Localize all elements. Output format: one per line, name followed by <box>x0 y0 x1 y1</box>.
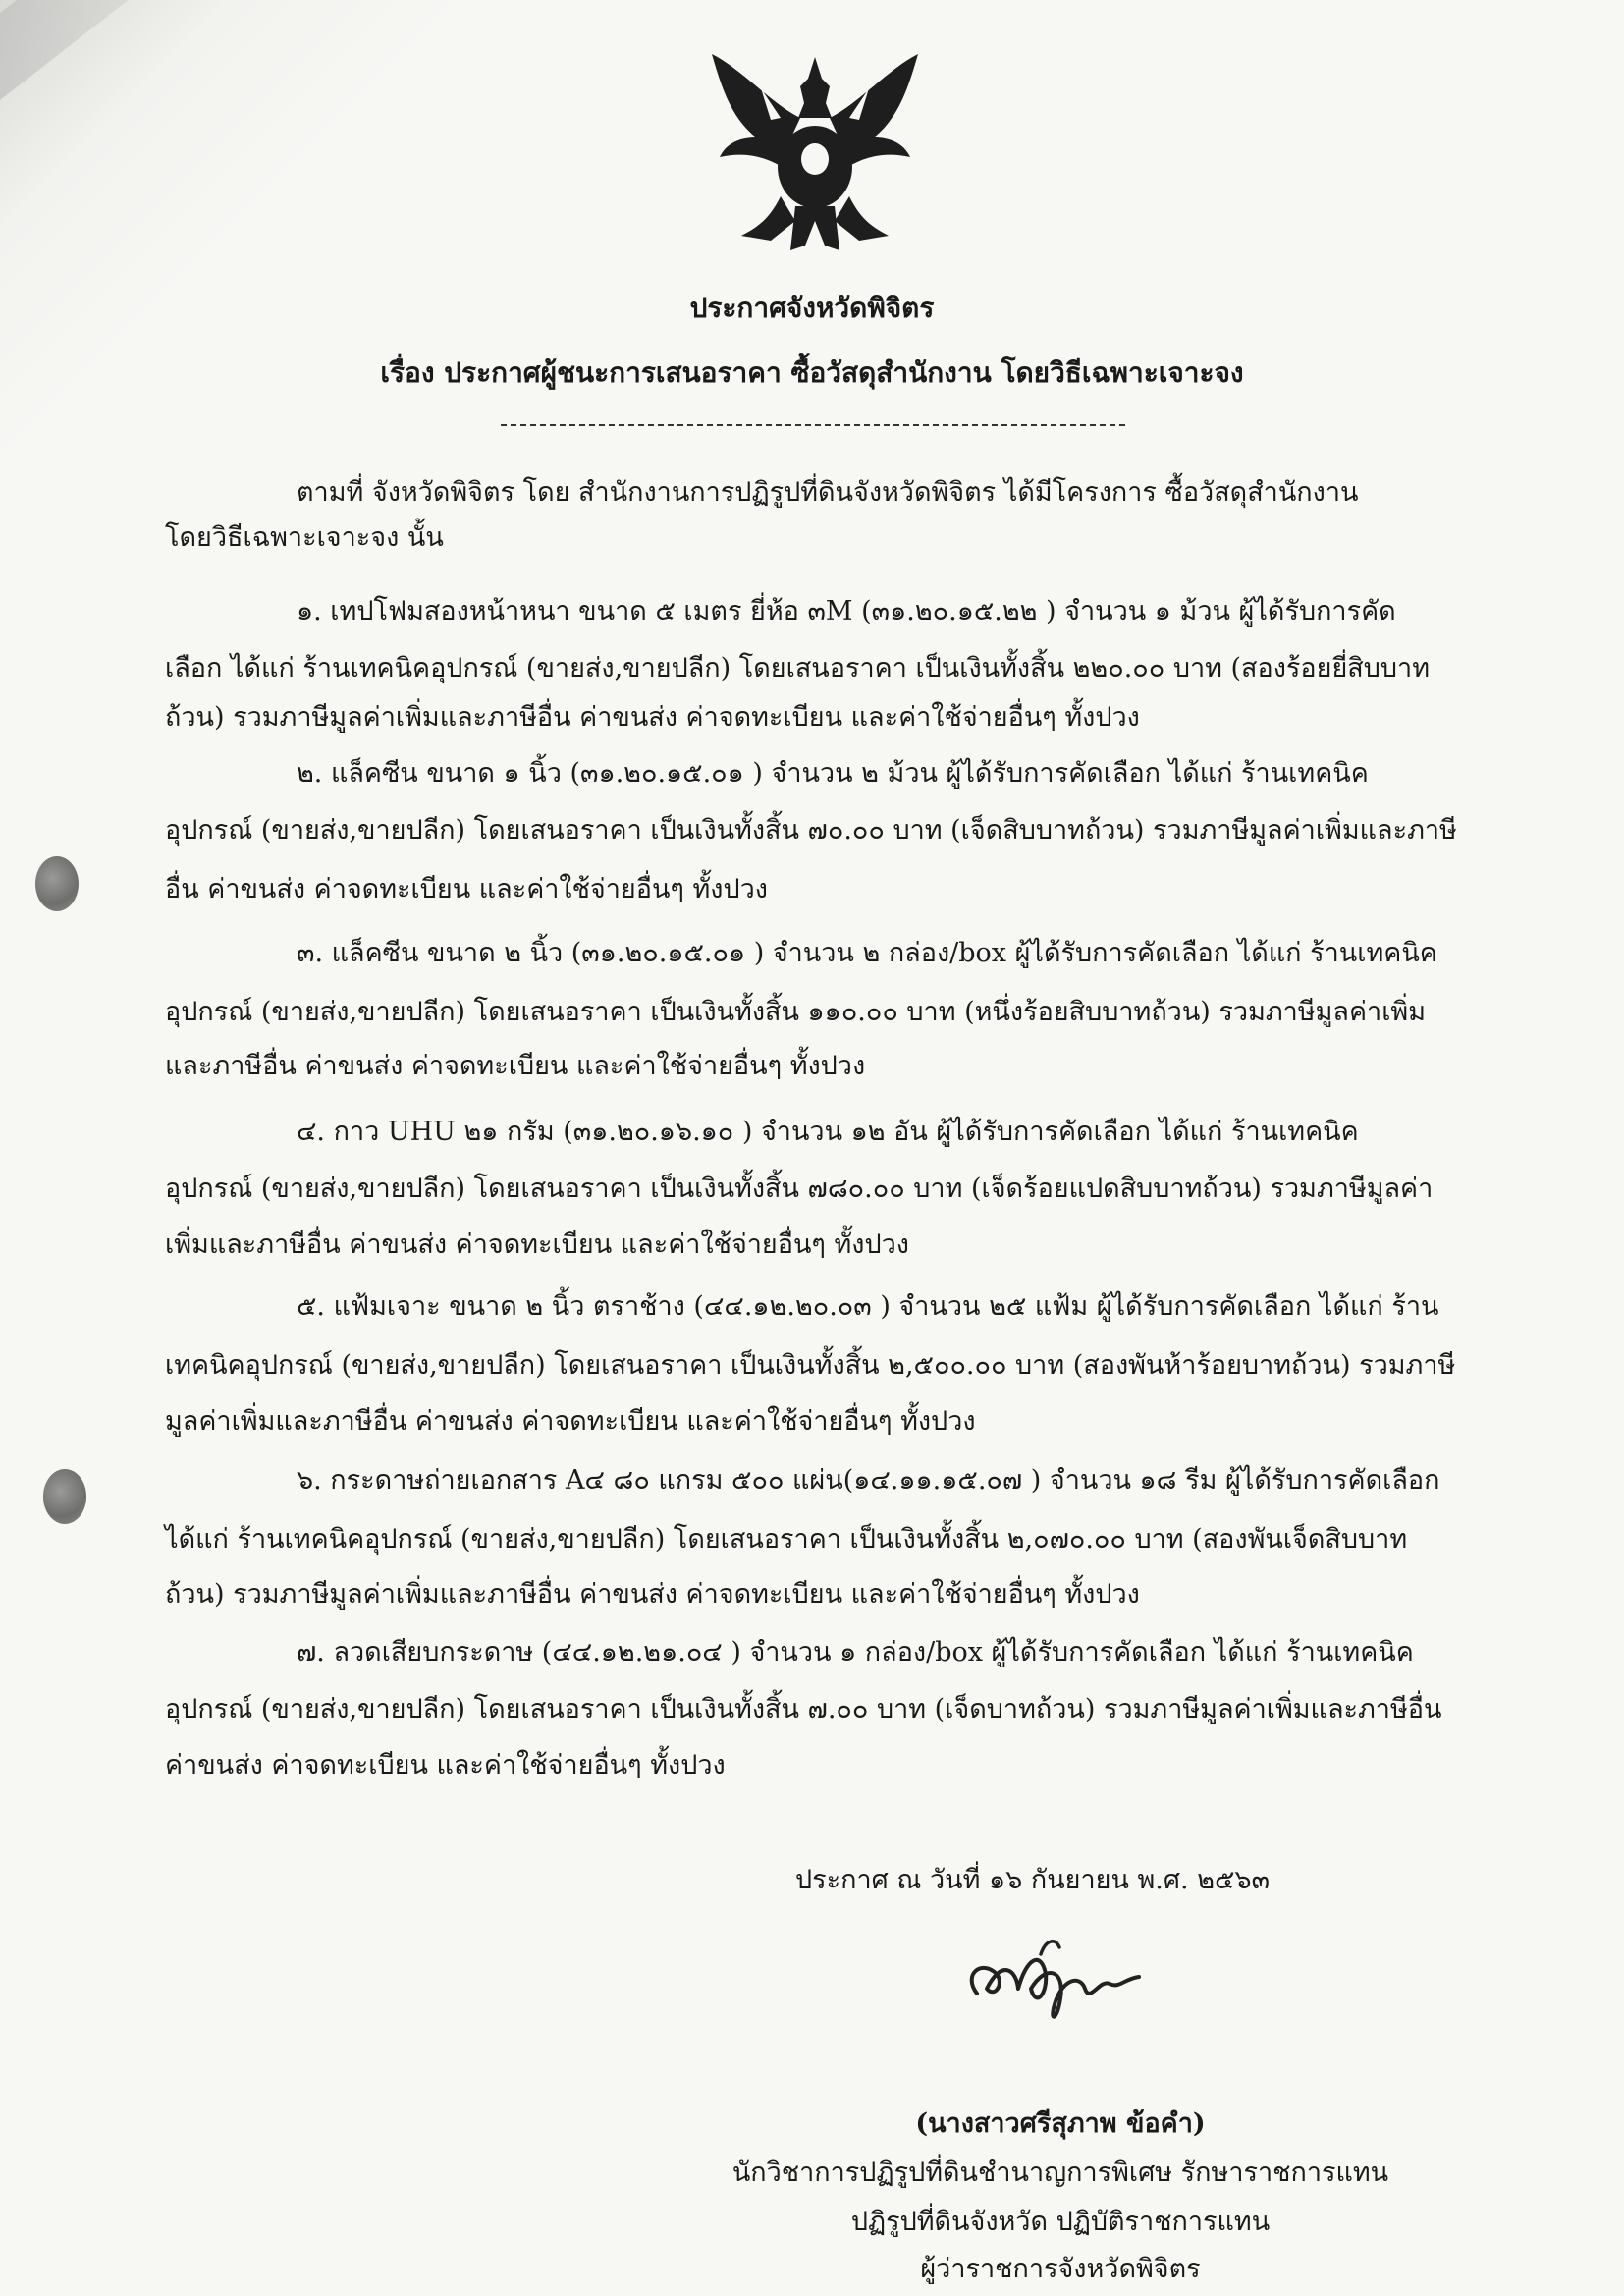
item-2-line: ๒. แล็คซีน ขนาด ๑ นิ้ว (๓๑.๒๐.๑๕.๐๑ ) จำนวน ๒ ม้วน ผู้ได้รับการคัดเลือก ได้แก่ ร้านเทคนิค <box>297 758 1369 789</box>
signer-name: (นางสาวศรีสุภาพ ข้อคำ) <box>915 2108 1206 2139</box>
item-4-line: เพิ่มและภาษีอื่น ค่าขนส่ง ค่าจดทะเบียน และค่าใช้จ่ายอื่นๆ ทั้งปวง <box>165 1230 909 1260</box>
item-6-line: ๖. กระดาษถ่ายเอกสาร A๔ ๘๐ แกรม ๕๐๐ แผ่น(๑๔.๑๑.๑๕.๐๗ ) จำนวน ๑๘ รีม ผู้ได้รับการคัดเลือก <box>297 1465 1440 1496</box>
item-6-line: ถ้วน) รวมภาษีมูลค่าเพิ่มและภาษีอื่น ค่าขนส่ง ค่าจดทะเบียน และค่าใช้จ่ายอื่นๆ ทั้งปวง <box>165 1579 1140 1610</box>
item-1-line: เลือก ได้แก่ ร้านเทคนิคอุปกรณ์ (ขายส่ง,ขายปลีก) โดยเสนอราคา เป็นเงินทั้งสิ้น ๒๒๐.๐๐ บาท (สองร้อยยี่สิบบาท <box>165 653 1430 683</box>
item-5-line: เทคนิคอุปกรณ์ (ขายส่ง,ขายปลีก) โดยเสนอราคา เป็นเงินทั้งสิ้น ๒,๕๐๐.๐๐ บาท (สองพันห้าร้อยบาทถ้วน) รวมภาษี <box>165 1350 1456 1381</box>
page-fold-shadow <box>0 0 262 113</box>
signer-title: ปฏิรูปที่ดินจังหวัด ปฏิบัติราชการแทน <box>850 2207 1271 2237</box>
item-3-line: ๓. แล็คซีน ขนาด ๒ นิ้ว (๓๑.๒๐.๑๕.๐๑ ) จำนวน ๒ กล่อง/box ผู้ได้รับการคัดเลือก ได้แก่ ร้านเทคนิค <box>297 938 1437 968</box>
announcement-date: ประกาศ ณ วันที่ ๑๖ กันยายน พ.ศ. ๒๕๖๓ <box>795 1865 1271 1895</box>
item-1-line: ๑. เทปโฟมสองหน้าหนา ขนาด ๕ เมตร ยี่ห้อ ๓M (๓๑.๒๐.๑๕.๒๒ ) จำนวน ๑ ม้วน ผู้ได้รับการคัด <box>297 596 1396 627</box>
item-2-line: อื่น ค่าขนส่ง ค่าจดทะเบียน และค่าใช้จ่ายอื่นๆ ทั้งปวง <box>165 874 768 904</box>
divider-line <box>501 424 1125 426</box>
handwritten-signature <box>957 1920 1154 2028</box>
item-2-line: อุปกรณ์ (ขายส่ง,ขายปลีก) โดยเสนอราคา เป็นเงินทั้งสิ้น ๗๐.๐๐ บาท (เจ็ดสิบบาทถ้วน) รวมภาษีมูลค่าเพิ่มและภาษี <box>165 815 1457 846</box>
document-subject: เรื่อง ประกาศผู้ชนะการเสนอราคา ซื้อวัสดุสำนักงาน โดยวิธีเฉพาะเจาะจง <box>380 356 1244 389</box>
item-4-line: อุปกรณ์ (ขายส่ง,ขายปลีก) โดยเสนอราคา เป็นเงินทั้งสิ้น ๗๘๐.๐๐ บาท (เจ็ดร้อยแปดสิบบาทถ้วน) รวมภาษีมูลค่า <box>165 1174 1434 1204</box>
signer-title: นักวิชาการปฏิรูปที่ดินชำนาญการพิเศษ รักษาราชการแทน <box>731 2158 1389 2188</box>
item-3-line: และภาษีอื่น ค่าขนส่ง ค่าจดทะเบียน และค่าใช้จ่ายอื่นๆ ทั้งปวง <box>165 1051 866 1081</box>
item-5-line: มูลค่าเพิ่มและภาษีอื่น ค่าขนส่ง ค่าจดทะเบียน และค่าใช้จ่ายอื่นๆ ทั้งปวง <box>165 1406 976 1437</box>
garuda-emblem <box>702 49 928 260</box>
item-1-line: ถ้วน) รวมภาษีมูลค่าเพิ่มและภาษีอื่น ค่าขนส่ง ค่าจดทะเบียน และค่าใช้จ่ายอื่นๆ ทั้งปวง <box>165 702 1140 733</box>
signer-title: ผู้ว่าราชการจังหวัดพิจิตร <box>920 2254 1201 2284</box>
item-7-line: อุปกรณ์ (ขายส่ง,ขายปลีก) โดยเสนอราคา เป็นเงินทั้งสิ้น ๗.๐๐ บาท (เจ็ดบาทถ้วน) รวมภาษีมูลค่าเพิ่มและภาษีอื่น <box>165 1694 1442 1724</box>
document-title: ประกาศจังหวัดพิจิตร <box>689 292 935 324</box>
item-6-line: ได้แก่ ร้านเทคนิคอุปกรณ์ (ขายส่ง,ขายปลีก) โดยเสนอราคา เป็นเงินทั้งสิ้น ๒,๐๗๐.๐๐ บาท (สองพันเจ็ดสิบบาท <box>165 1524 1408 1555</box>
item-7-line: ๗. ลวดเสียบกระดาษ (๔๔.๑๒.๒๑.๐๔ ) จำนวน ๑ กล่อง/box ผู้ได้รับการคัดเลือก ได้แก่ ร้านเทคนิค <box>297 1637 1414 1667</box>
item-7-line: ค่าขนส่ง ค่าจดทะเบียน และค่าใช้จ่ายอื่นๆ ทั้งปวง <box>165 1750 726 1780</box>
intro-line: โดยวิธีเฉพาะเจาะจง นั้น <box>165 522 444 553</box>
item-4-line: ๔. กาว UHU ๒๑ กรัม (๓๑.๒๐.๑๖.๑๐ ) จำนวน ๑๒ อัน ผู้ได้รับการคัดเลือก ได้แก่ ร้านเทคนิค <box>297 1117 1359 1147</box>
punch-hole <box>35 856 79 911</box>
item-5-line: ๕. แฟ้มเจาะ ขนาด ๒ นิ้ว ตราช้าง (๔๔.๑๒.๒๐.๐๓ ) จำนวน ๒๕ แฟ้ม ผู้ได้รับการคัดเลือก ได้แก่ ร้าน <box>297 1291 1439 1322</box>
punch-hole <box>43 1469 86 1524</box>
intro-line: ตามที่ จังหวัดพิจิตร โดย สำนักงานการปฏิรูปที่ดินจังหวัดพิจิตร ได้มีโครงการ ซื้อวัสดุสำนักงาน <box>297 477 1359 508</box>
item-3-line: อุปกรณ์ (ขายส่ง,ขายปลีก) โดยเสนอราคา เป็นเงินทั้งสิ้น ๑๑๐.๐๐ บาท (หนึ่งร้อยสิบบาทถ้วน) รวมภาษีมูลค่าเพิ่ม <box>165 997 1427 1027</box>
